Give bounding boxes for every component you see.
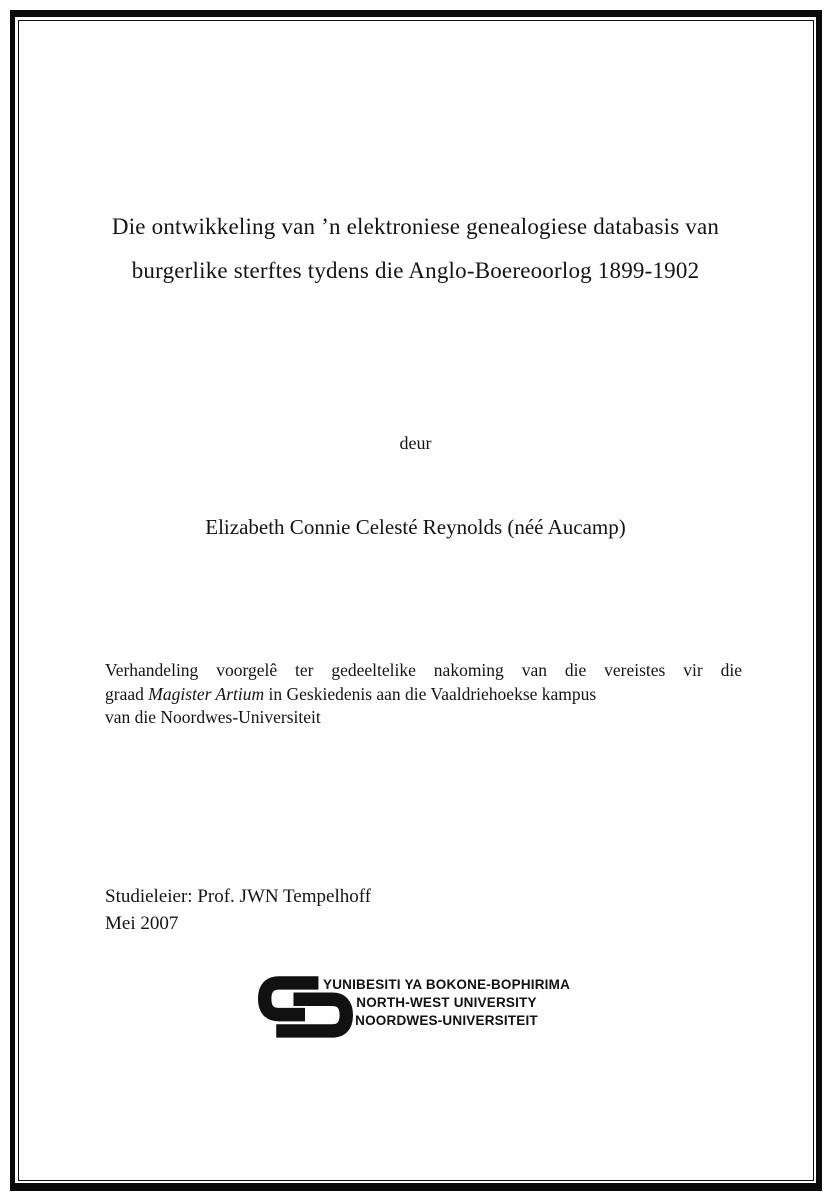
submission-statement [105,659,742,730]
thesis-title-line-1: Die ontwikkeling van ’n elektroniese genealogiese databasis van [111,214,720,239]
thesis-title-line-2: burgerlike sterftes tydens die Anglo-Boereoorlog 1899-1902 [131,258,700,283]
byline-label: deur [399,433,432,453]
submission-line-2-pre: graad [105,683,149,704]
date-line: Mei 2007 [105,913,179,934]
supervisor-line: Studieleier: Prof. JWN Tempelhoff [105,886,372,907]
submission-line-2-post: in Geskiedenis aan die Vaaldriehoekse kampus [264,683,597,704]
submission-line-3: van die Noordwes-Universiteit [105,707,321,728]
author-name: Elizabeth Connie Celesté Reynolds (néé Aucamp) [205,515,626,539]
degree-name: Magister Artium [148,683,265,704]
submission-line-1: Verhandeling voorgelê ter gedeeltelike nakoming van die vereistes vir die [105,660,742,680]
university-name-block [320,976,573,1030]
university-name-english: NORTH-WEST UNIVERSITY [356,995,537,1010]
submission-line-2 [105,683,742,707]
thesis-title [60,205,771,293]
university-name-afrikaans: NOORDWES-UNIVERSITEIT [355,1013,538,1028]
university-name-setswana: YUNIBESITI YA BOKONE-BOPHIRIMA [322,977,571,992]
